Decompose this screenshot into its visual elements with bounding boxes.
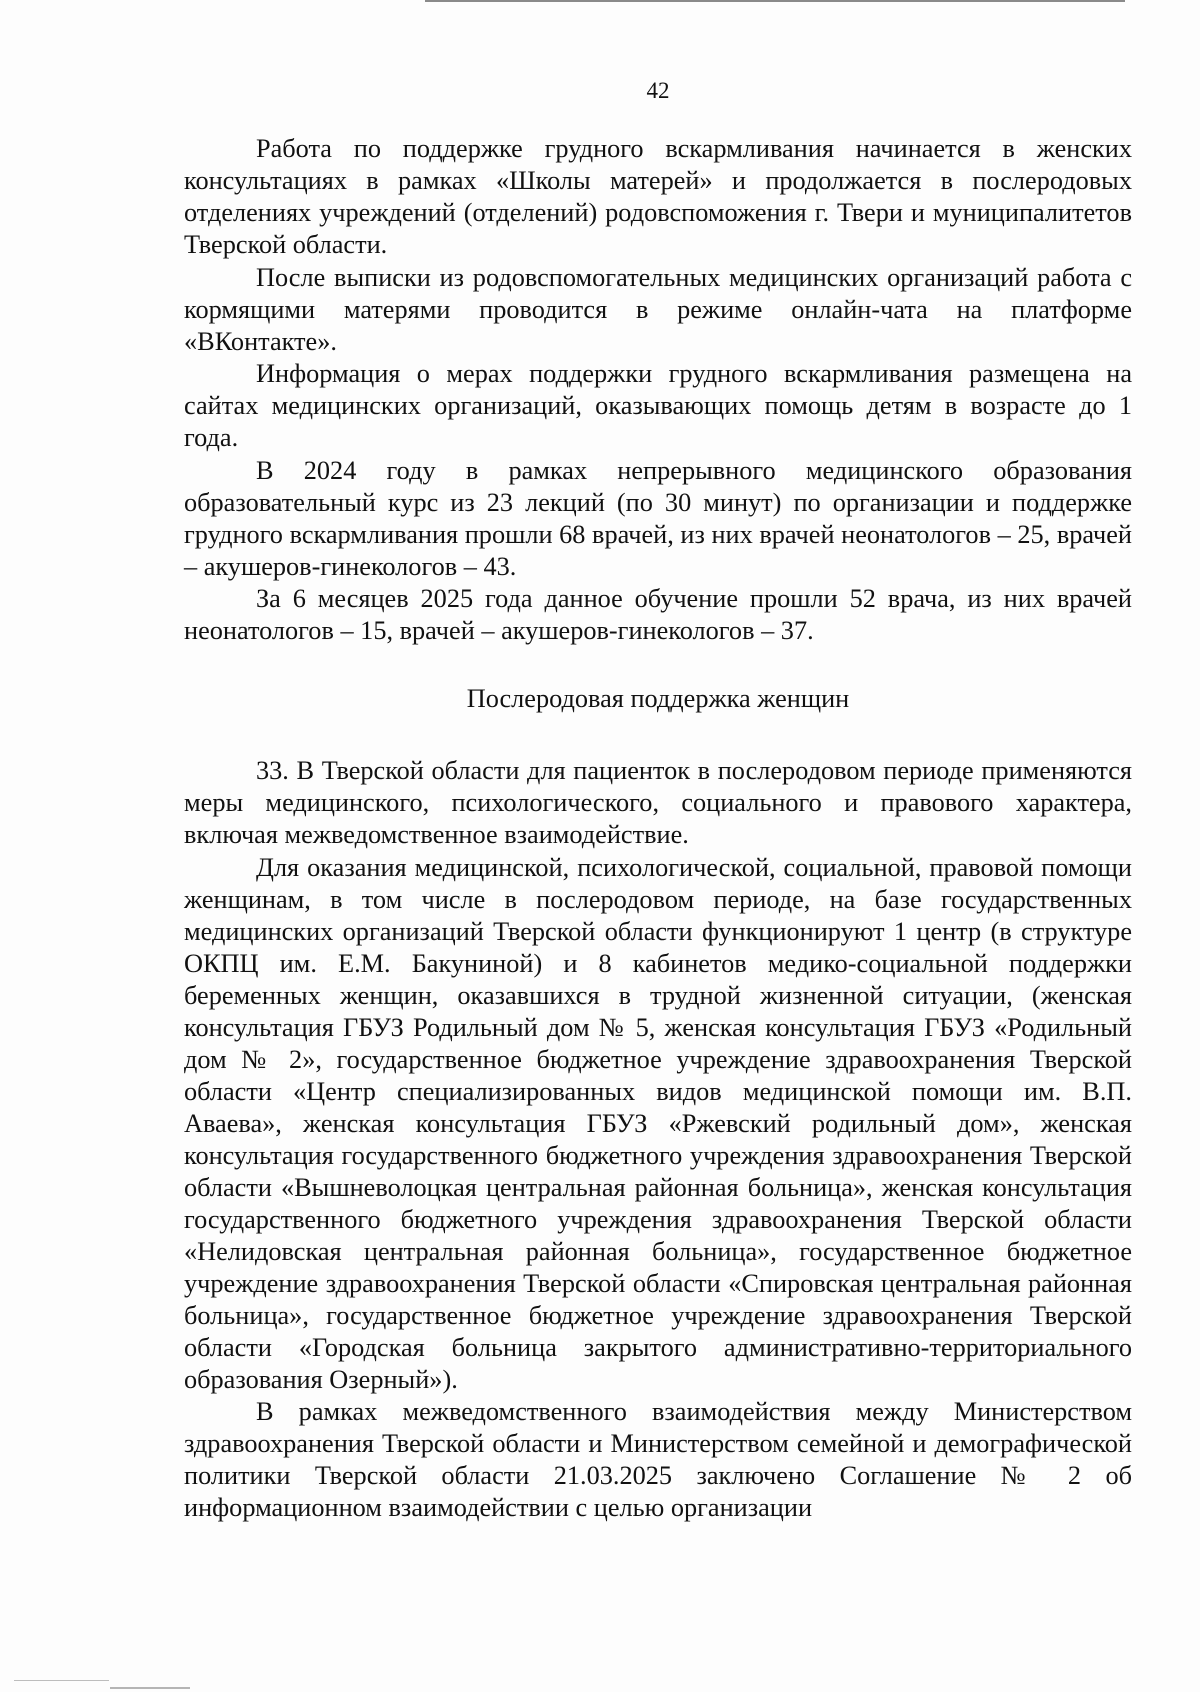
paragraph-item-33: 33. В Тверской области для пациенток в послеродовом периоде применяются меры медицинского, психологического, социального и правового характера, включая межведомственное взаимодействие. [184,756,1132,849]
section-title: Послеродовая поддержка женщин [466,684,850,713]
scan-artifact-line [14,1680,109,1681]
paragraph-website-info: Информация о мерах поддержки грудного вскармливания размещена на сайтах медицинских организаций, оказывающих помощь детям в возрасте до 1 года. [184,359,1132,452]
paragraph-2025-training: За 6 месяцев 2025 года данное обучение прошли 52 врача, из них врачей неонатологов – 15, врачей – акушеров-гинекологов – 37. [184,584,1132,645]
paragraph-online-chat: После выписки из родовспомогательных медицинских организаций работа с кормящими матерями проводится в режиме онлайн-чата на платформе «ВКонтакте». [184,262,1132,356]
paragraph-interagency-agreement: В рамках межведомственного взаимодействия между Министерством здравоохранения Тверской области и Министерством семейной и демографической политики Тверской области 21.03.2025 заключено Соглашение № 2 об информационном взаимодействии с целью организации [184,1397,1132,1522]
bottom-scan-border [110,1687,190,1689]
paragraph-2024-training: В 2024 году в рамках непрерывного медицинского образования образовательный курс из 23 лекций (по 30 минут) по организации и поддержке грудного вскармливания прошли 68 врачей, из них врачей неонатологов – 25, врачей – акушеров-гинекологов – 43. [184,455,1132,581]
page-number: 42 [646,78,670,103]
document-body [184,133,1132,1524]
top-scan-border [425,0,1125,2]
paragraph-support-centers: Для оказания медицинской, психологической, социальной, правовой помощи женщинам, в том числе в послеродовом периоде, на базе государственных медицинских организаций Тверской области функционируют 1 центр (в структуре ОКПЦ им. Е.М. Бакуниной) и 8 кабинетов медико-социальной поддержки беременных женщин, оказавшихся в трудной жизненной ситуации, (женская консультация ГБУЗ Родильный дом № 5, женская консультация ГБУЗ «Родильный дом № 2», государственное бюджетное учреждение здравоохранения Тверской области «Центр специализированных видов медицинской помощи им. В.П. Аваева», женская консультация ГБУЗ «Ржевский родильный дом», женская консультация государственного бюджетного учреждения здравоохранения Тверской области «Вышневолоцкая центральная районная больница», женская консультация государственного бюджетного учреждения здравоохранения Тверской области «Нелидовская центральная районная больница», государственное бюджетное учреждение здравоохранения Тверской области «Спировская центральная районная больница», государственное бюджетное учреждение здравоохранения Тверской области «Городская больница закрытого административно-территориального образования Озерный»). [184,852,1132,1394]
paragraph-breastfeeding-support: Работа по поддержке грудного вскармливания начинается в женских консультациях в рамках «Школы матерей» и продолжается в послеродовых отделениях учреждений (отделений) родовспоможения г. Твери и муниципалитетов Тверской области. [184,134,1132,259]
